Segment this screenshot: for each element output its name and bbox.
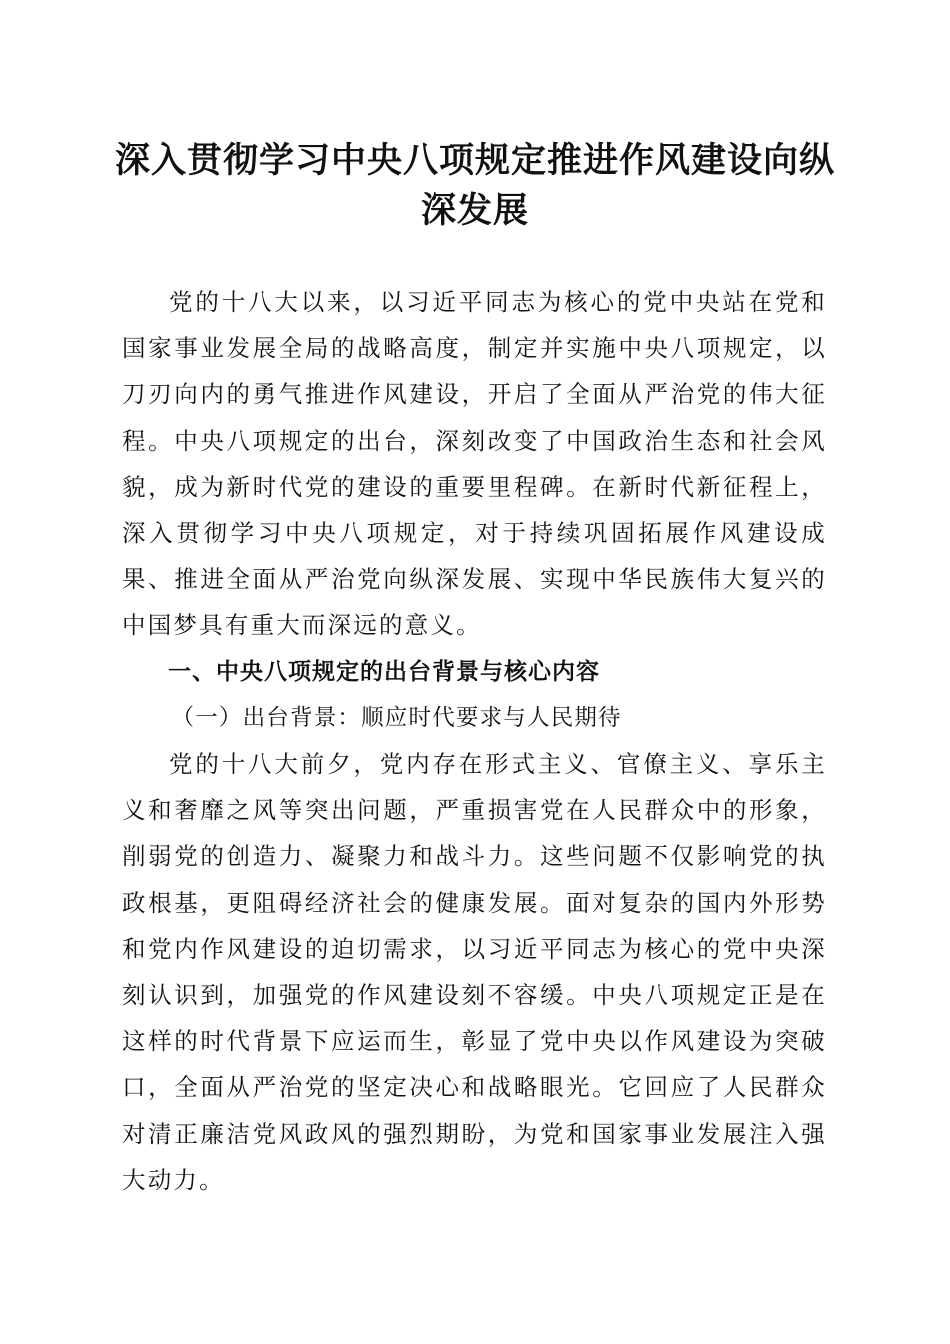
- document-title: 深入贯彻学习中央八项规定推进作风建设向纵深发展: [114, 141, 835, 231]
- section-heading-1: 一、中央八项规定的出台背景与核心内容: [168, 658, 600, 685]
- document-body: [122, 279, 827, 1203]
- subsection-heading-1: （一）出台背景：顺应时代要求与人民期待: [171, 704, 622, 731]
- intro-paragraph: 党的十八大以来，以习近平同志为核心的党中央站在党和国家事业发展全局的战略高度，制定并实施中央八项规定，以刀刃向内的勇气推进作风建设，开启了全面从严治党的伟大征程。中央八项规定的出台，深刻改变了中国政治生态和社会风貌，成为新时代党的建设的重要里程碑。在新时代新征程上，深入贯彻学习中央八项规定，对于持续巩固拓展作风建设成果、推进全面从严治党向纵深发展、实现中华民族伟大复兴的中国梦具有重大而深远的意义。: [122, 288, 827, 640]
- subsection-1-paragraph: 党的十八大前夕，党内存在形式主义、官僚主义、享乐主义和奢靡之风等突出问题，严重损害党在人民群众中的形象，削弱党的创造力、凝聚力和战斗力。这些问题不仅影响党的执政根基，更阻碍经济社会的健康发展。面对复杂的国内外形势和党内作风建设的迫切需求，以习近平同志为核心的党中央深刻认识到，加强党的作风建设刻不容缓。中央八项规定正是在这样的时代背景下应运而生，彰显了党中央以作风建设为突破口，全面从严治党的坚定决心和战略眼光。它回应了人民群众对清正廉洁党风政风的强烈期盼，为党和国家事业发展注入强大动力。: [122, 750, 827, 1194]
